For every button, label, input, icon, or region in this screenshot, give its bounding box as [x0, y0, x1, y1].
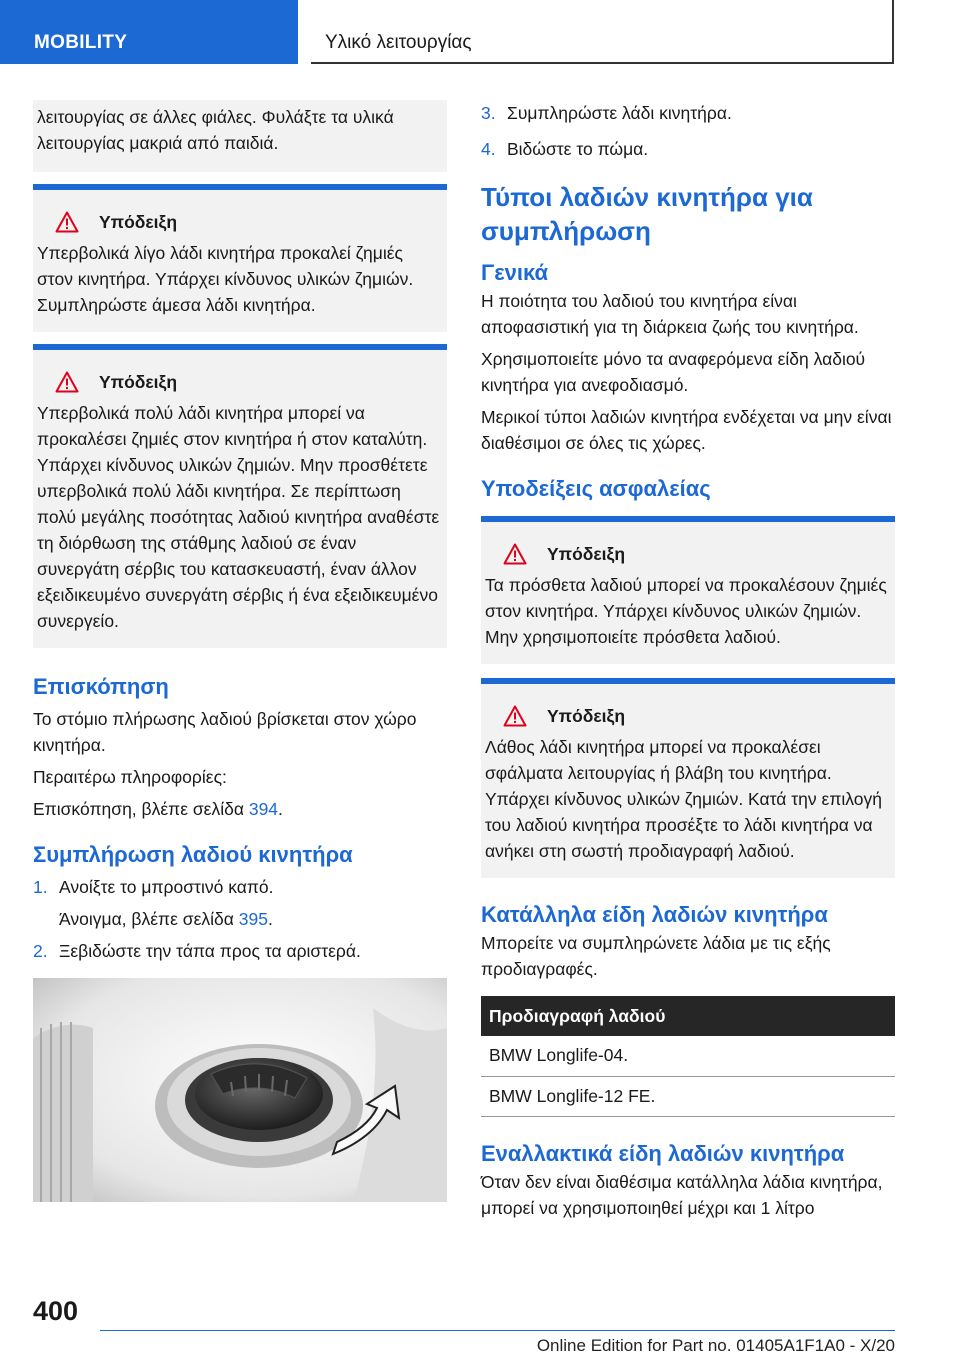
- warning-triangle-icon: [55, 371, 79, 393]
- oil-spec-table: [481, 996, 895, 1117]
- oil-types-heading: Τύποι λαδιών κινητήρα για συμπλήρωση: [481, 182, 813, 246]
- step-number: 1.: [33, 877, 48, 897]
- edition-text: Online Edition for Part no. 01405A1F1A0 - X/20: [536, 1336, 895, 1355]
- notice-title: Υπόδειξη: [99, 211, 178, 232]
- notice-title: Υπόδειξη: [99, 371, 178, 392]
- warning-triangle-icon: [55, 211, 79, 233]
- alternative-oils-heading: Εναλλακτικά είδη λαδιών κινητήρα: [481, 1140, 845, 1166]
- refill-heading: Συμπλήρωση λαδιού κινητήρα: [33, 842, 353, 867]
- footer-divider: [100, 1330, 895, 1331]
- general-text-2: Χρησιμοποιείτε μόνο τα αναφερόμενα είδη λαδιού κινητήρα για ανεφοδιασμό.: [481, 349, 866, 395]
- page-link-394[interactable]: 394: [248, 799, 279, 819]
- table-cell: BMW Longlife-04.: [481, 1036, 895, 1076]
- page-number: 400: [33, 1296, 79, 1326]
- page-link-395[interactable]: 395: [238, 909, 268, 929]
- overview-ref: Επισκόπηση, βλέπε σελίδα 394.: [33, 799, 283, 819]
- table-cell: BMW Longlife-12 FE.: [481, 1076, 895, 1116]
- suitable-oils-heading: Κατάλληλα είδη λαδιών κινητήρα: [481, 902, 828, 927]
- intro-text: λειτουργίας σε άλλες φιάλες. Φυλάξτε τα υλικά λειτουργίας μακριά από παιδιά.: [37, 107, 394, 153]
- oil-cap-illustration: [33, 978, 447, 1202]
- step-number: 4.: [481, 139, 496, 159]
- step-text: Ανοίξτε το μπροστινό καπό.: [59, 877, 274, 897]
- safety-heading: Υποδείξεις ασφαλείας: [481, 476, 711, 501]
- right-column: [481, 100, 895, 1221]
- section-tab[interactable]: MOBILITY: [0, 0, 298, 64]
- table-header-row: [481, 996, 895, 1036]
- overview-text: Το στόμιο πλήρωσης λαδιού βρίσκεται στον χώρο κινητήρα.: [33, 709, 417, 755]
- alternative-oils-text: Όταν δεν είναι διαθέσιμα κατάλληλα λάδια κινητήρα, μπορεί να χρησιμοποιηθεί μέχρι και 1 λίτρο: [481, 1171, 883, 1218]
- list-item: [481, 136, 895, 162]
- notice-title: Υπόδειξη: [547, 705, 626, 726]
- suitable-oils-text: Μπορείτε να συμπληρώνετε λάδια με τις εξής προδιαγραφές.: [481, 933, 831, 979]
- step-text: Συμπληρώστε λάδι κινητήρα.: [507, 103, 732, 123]
- general-text-1: Η ποιότητα του λαδιού του κινητήρα είναι αποφασιστική για τη διάρκεια ζωής του κινητήρα.: [481, 291, 859, 337]
- notice-title: Υπόδειξη: [547, 543, 626, 564]
- notice-box-2: [33, 344, 447, 648]
- warning-triangle-icon: [503, 543, 527, 565]
- list-item: [33, 938, 447, 964]
- warning-triangle-icon: [503, 705, 527, 727]
- step-text: Ξεβιδώστε την τάπα προς τα αριστερά.: [59, 941, 361, 961]
- general-heading: Γενικά: [481, 260, 549, 285]
- notice-text: Υπερβολικά πολύ λάδι κινητήρα μπορεί να προκαλέσει ζημιές στον κινητήρα ή στον καταλύτη. Υπάρχει κίνδυνος υλικών ζημιών. Μην προσθέτετε υπερβολικά πολύ λάδι κινητήρα. Σε περίπτωση πολύ μεγάλης ποσότητας λαδιού κινητήρα αναθέστε τη διόρθωση της στάθμης λαδιού σε έναν συνεργάτη σέρβις του κατασκευαστή, έναν άλλον εξειδικευμένο συνεργάτη σέρβις ή ένα εξειδικευμένο συνεργείο.: [37, 403, 440, 631]
- step-text: Βιδώστε το πώμα.: [507, 139, 649, 159]
- table-row: [481, 1076, 895, 1116]
- notice-header: [485, 542, 891, 566]
- notice-text: Τα πρόσθετα λαδιού μπορεί να προκαλέσουν ζημιές στον κινητήρα. Υπάρχει κίνδυνος υλικών ζημιών. Μην χρησιμοποιείτε πρόσθετα λαδιού.: [485, 575, 887, 647]
- general-text-3: Μερικοί τύποι λαδιών κινητήρα ενδέχεται να μην είναι διαθέσιμοι σε όλες τις χώρες.: [481, 407, 892, 453]
- table-header: Προδιαγραφή λαδιού: [481, 996, 895, 1036]
- oil-filler-cap-image: [33, 978, 447, 1202]
- page-header: [0, 0, 960, 66]
- notice-box-3: [481, 516, 895, 664]
- left-column: [33, 100, 447, 1202]
- notice-header: [37, 370, 443, 394]
- list-item: [481, 100, 895, 126]
- notice-box-1: [33, 184, 447, 332]
- overview-more: Περαιτέρω πληροφορίες:: [33, 767, 227, 787]
- notice-text: Λάθος λάδι κινητήρα μπορεί να προκαλέσει σφάλματα λειτουργίας ή βλάβη του κινητήρα. Υπάρχει κίνδυνος υλικών ζημιών. Κατά την επιλογή του λαδιού κινητήρα προσέξτε το λάδι κινητήρα να ανήκει στη σωστή προδιαγραφή λαδιού.: [485, 737, 882, 861]
- notice-header: [485, 704, 891, 728]
- chapter-title: Υλικό λειτουργίας: [311, 0, 894, 64]
- list-item: [33, 874, 447, 900]
- overview-heading: Επισκόπηση: [33, 674, 169, 699]
- notice-text: Υπερβολικά λίγο λάδι κινητήρα προκαλεί ζημιές στον κινητήρα. Υπάρχει κίνδυνος υλικών ζημιών. Συμπληρώστε άμεσα λάδι κινητήρα.: [37, 243, 414, 315]
- list-item-sub: Άνοιγμα, βλέπε σελίδα 395.: [59, 909, 273, 929]
- notice-header: [37, 210, 443, 234]
- intro-box: [33, 100, 447, 172]
- table-row: [481, 1036, 895, 1076]
- step-number: 3.: [481, 103, 496, 123]
- step-number: 2.: [33, 941, 48, 961]
- notice-box-4: [481, 678, 895, 878]
